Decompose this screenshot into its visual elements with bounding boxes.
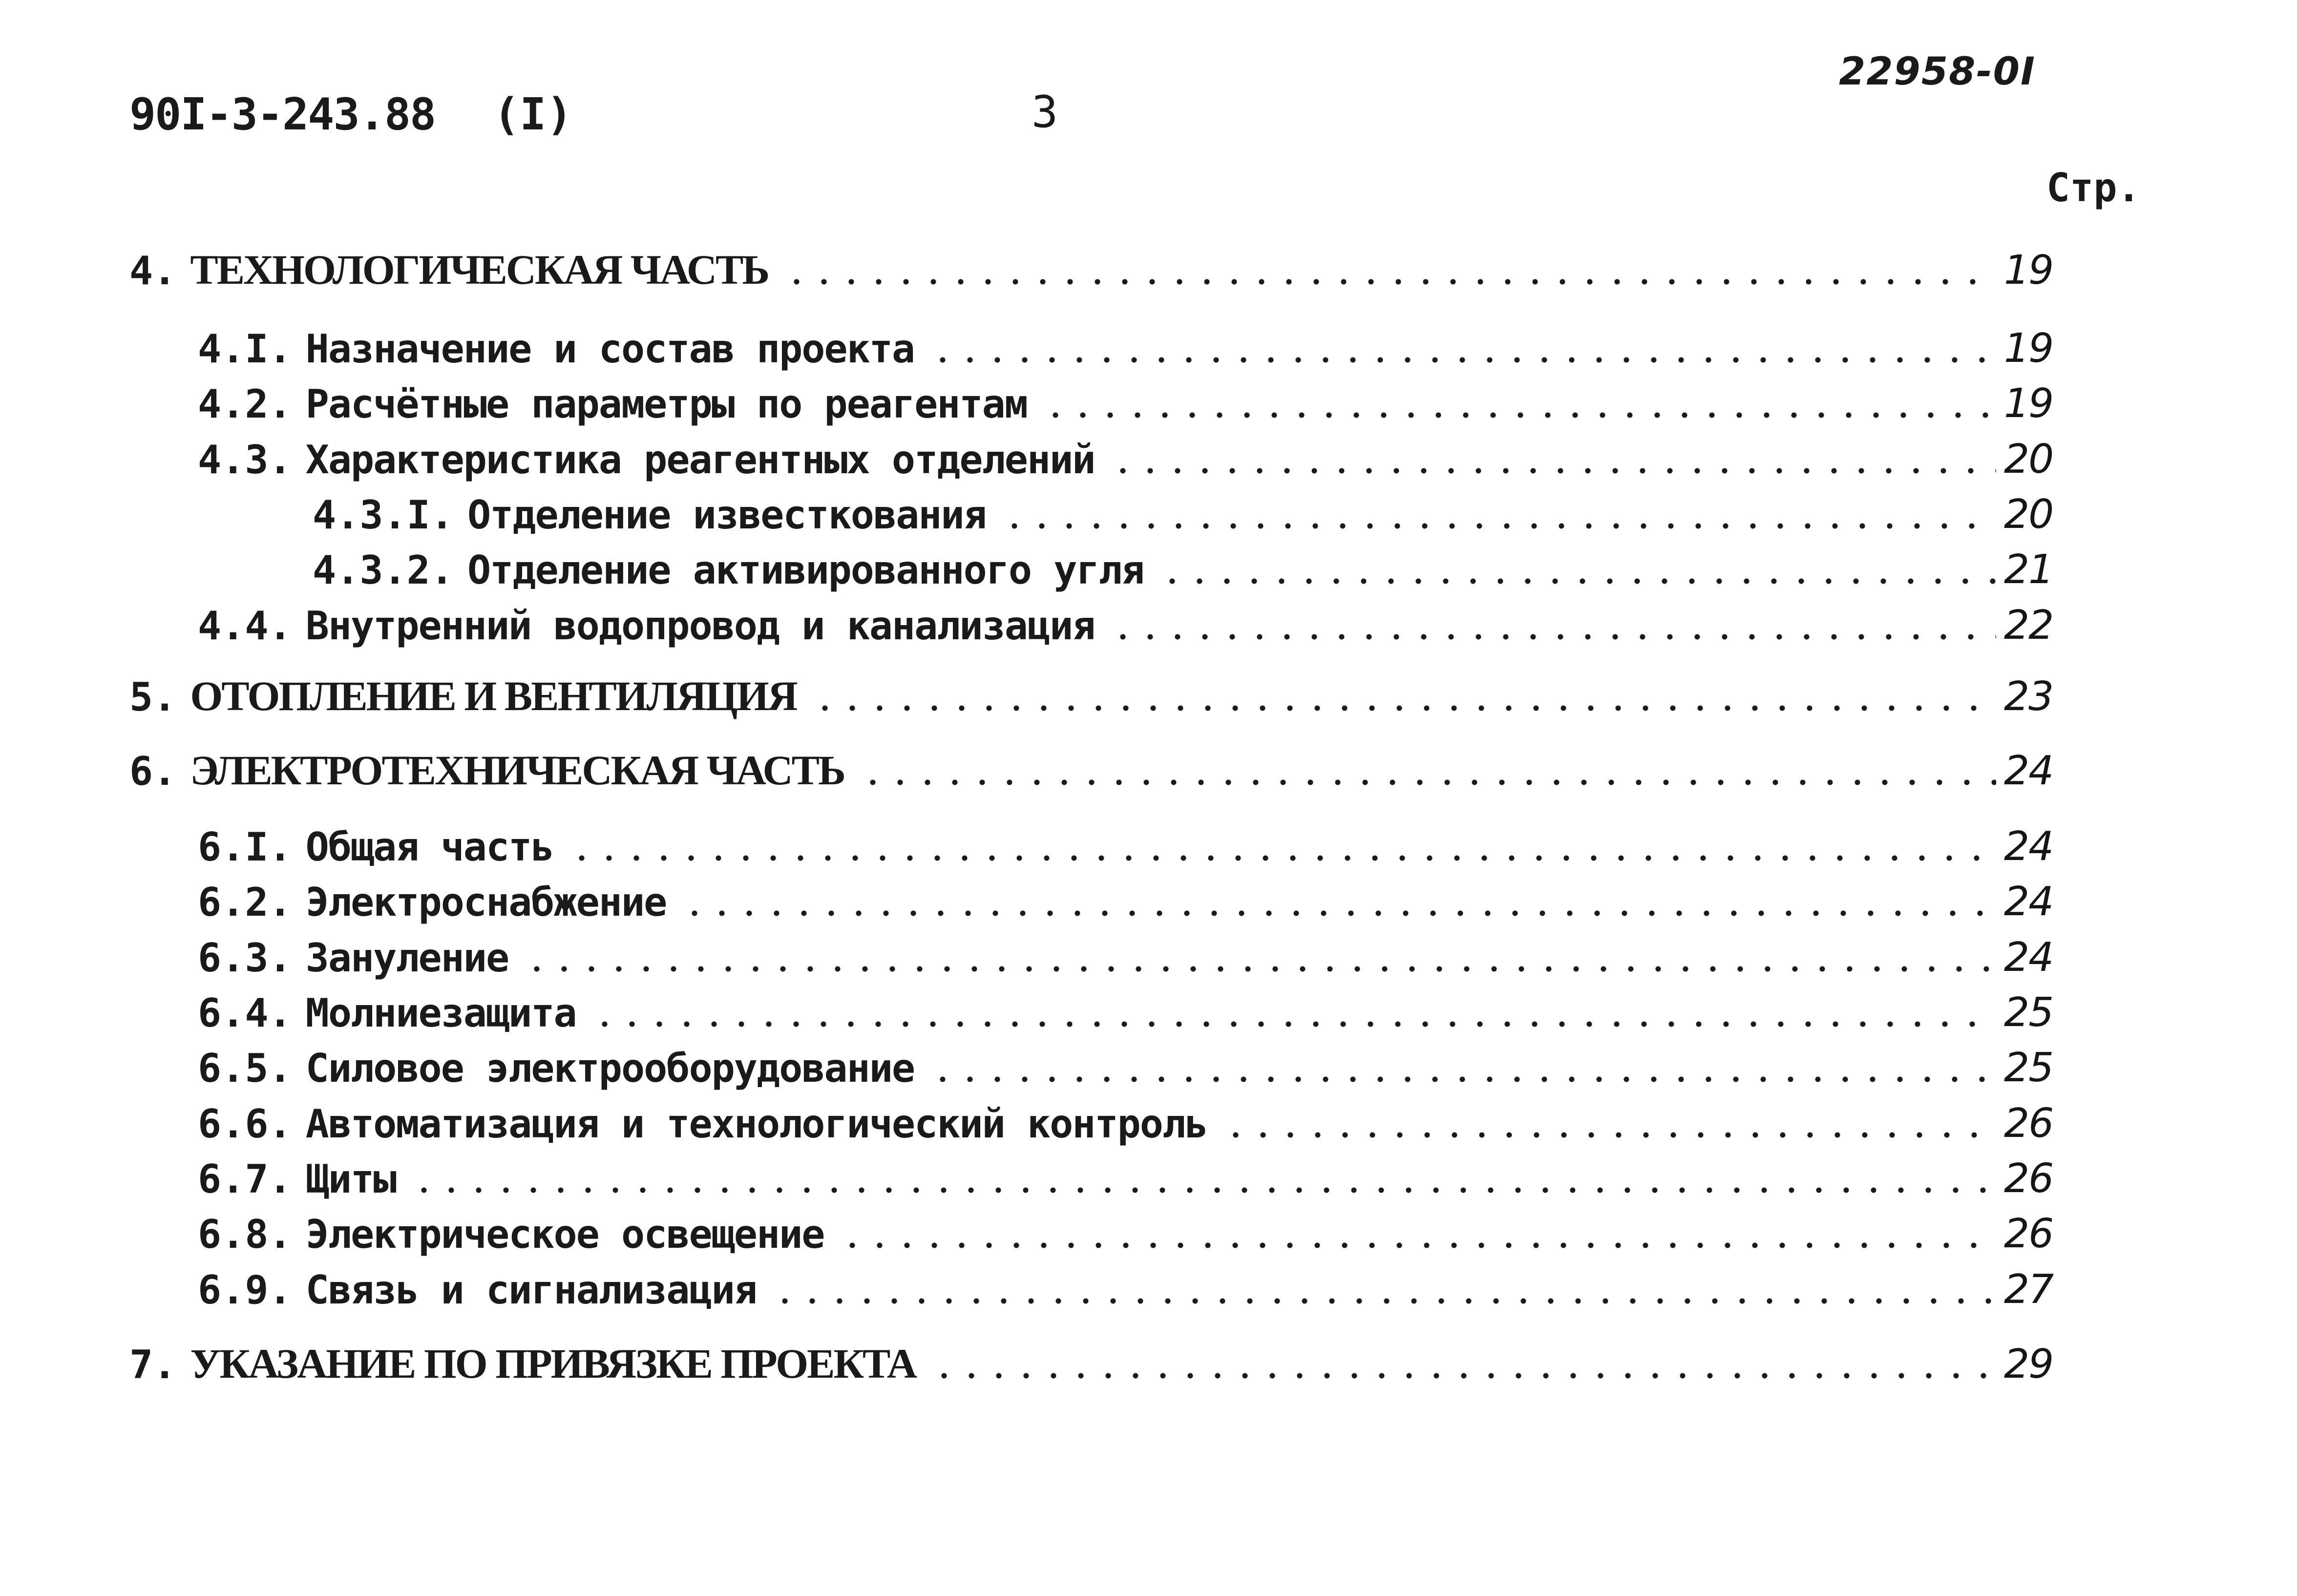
toc-number: 4.3. [198, 437, 292, 483]
toc-number: 5. [129, 674, 177, 720]
toc-title: Молниезащита [305, 990, 576, 1036]
toc-title: Общая часть [305, 824, 554, 870]
toc-entry-4-2 [198, 375, 2067, 427]
toc-page: 25 [2004, 1045, 2053, 1091]
toc-entry-4 [129, 242, 2067, 294]
dot-leader [811, 704, 1996, 712]
dot-leader [859, 778, 1996, 786]
toc-number: 6.7. [198, 1156, 292, 1202]
page-number: 3 [1032, 86, 1058, 138]
toc-page: 19 [2004, 380, 2053, 427]
toc-entry-6-5 [198, 1039, 2067, 1091]
toc-title: Щиты [305, 1156, 396, 1202]
dot-leader [523, 965, 1996, 973]
dot-leader [410, 1186, 1996, 1194]
toc-number: 4.3.I. [313, 492, 454, 538]
toc-number: 4.3.2. [313, 547, 454, 593]
dot-leader [1159, 577, 1996, 585]
toc-title: Внутренний водопровод и канализация [305, 603, 1095, 649]
toc-page: 23 [2004, 673, 2053, 720]
toc-title: Силовое электрооборудование [305, 1046, 915, 1091]
toc-page: 19 [2004, 247, 2053, 294]
dot-leader [1222, 1131, 1996, 1139]
toc-number: 4.2. [198, 381, 292, 427]
dot-leader [839, 1241, 1996, 1249]
toc-entry-6-8 [198, 1205, 2067, 1257]
dot-leader [1109, 467, 1996, 475]
toc-number: 4.4. [198, 603, 292, 649]
toc-entry-7 [129, 1336, 2067, 1385]
toc-title: Электрическое освещение [305, 1212, 824, 1257]
toc-title: Назначение и состав проекта [305, 326, 915, 372]
toc-title: Автоматизация и технологический контроль [305, 1101, 1208, 1147]
toc-page: 26 [2004, 1100, 2053, 1147]
toc-title: Расчётные параметры по реагентам [305, 381, 1027, 427]
toc-title: УКАЗАНИЕ ПО ПРИВЯЗКЕ ПРОЕКТА [190, 1340, 916, 1387]
dot-leader [681, 909, 1996, 917]
document-code: 90I-3-243.88 [129, 89, 436, 140]
toc-page: 21 [2004, 546, 2053, 593]
toc-title: ЭЛЕКТРОТЕХНИЧЕСКАЯ ЧАСТЬ [190, 747, 844, 794]
dot-leader [1001, 522, 1996, 530]
toc-page: 20 [2004, 491, 2053, 538]
dot-leader [783, 278, 1996, 286]
toc-number: 6.6. [198, 1101, 292, 1147]
document-part: (I) [493, 89, 573, 140]
toc-page: 27 [2004, 1266, 2053, 1313]
toc-title: Связь и сигнализация [305, 1267, 757, 1313]
dot-leader [591, 1020, 1996, 1028]
toc-title: Электроснабжение [305, 880, 667, 925]
dot-leader [1109, 633, 1996, 641]
toc-entry-6-2 [198, 873, 2067, 925]
toc-page: 26 [2004, 1211, 2053, 1257]
toc-number: 6.8. [198, 1212, 292, 1257]
dot-leader [771, 1297, 1996, 1305]
toc-entry-6-6 [198, 1095, 2067, 1147]
dot-leader [930, 1372, 1996, 1380]
toc-page: 20 [2004, 436, 2053, 483]
toc-page: 24 [2004, 748, 2053, 794]
toc-page: 19 [2004, 325, 2053, 372]
page-column-label: Стр. [2046, 165, 2141, 210]
toc-number: 4. [129, 248, 177, 294]
toc-number: 6.I. [198, 824, 292, 870]
archive-number: 22958-0I [1839, 50, 2036, 94]
toc-entry-4-3 [198, 431, 2067, 483]
toc-entry-5 [129, 668, 2067, 720]
toc-title: Отделение активированного угля [467, 547, 1144, 593]
dot-leader [929, 1075, 1996, 1083]
toc-page: 24 [2004, 823, 2053, 870]
toc-page: 26 [2004, 1155, 2053, 1202]
toc-number: 6.3. [198, 935, 292, 981]
toc-entry-6 [129, 742, 2067, 794]
toc-entry-6-4 [198, 984, 2067, 1036]
toc-title: ОТОПЛЕНИЕ И ВЕНТИЛЯЦИЯ [190, 672, 797, 719]
toc-entry-6-3 [198, 929, 2067, 981]
toc-number: 6.9. [198, 1267, 292, 1313]
dot-leader [929, 356, 1996, 364]
toc-entry-4-3-1 [313, 486, 2067, 538]
dot-leader [1042, 411, 1996, 419]
toc-title: Отделение известкования [467, 492, 986, 538]
toc-title: ТЕХНОЛОГИЧЕСКАЯ ЧАСТЬ [190, 246, 769, 293]
toc-number: 6. [129, 749, 177, 794]
toc-title: Характеристика реагентных отделений [305, 437, 1095, 483]
toc-title: Зануление [305, 935, 509, 981]
toc-page: 29 [2004, 1341, 2053, 1387]
toc-page: 22 [2004, 602, 2053, 649]
toc-entry-4-4 [198, 597, 2067, 649]
toc-number: 4.I. [198, 326, 292, 372]
toc-entry-4-3-2 [313, 541, 2067, 593]
toc-number: 7. [129, 1342, 177, 1387]
dot-leader [568, 854, 1996, 862]
toc-entry-4-1 [198, 320, 2067, 372]
toc-number: 6.2. [198, 880, 292, 925]
toc-page: 24 [2004, 934, 2053, 981]
toc-number: 6.5. [198, 1046, 292, 1091]
toc-entry-6-1 [198, 818, 2067, 870]
toc-entry-6-9 [198, 1261, 2067, 1313]
toc-page: 24 [2004, 879, 2053, 925]
toc-entry-6-7 [198, 1150, 2067, 1202]
toc-number: 6.4. [198, 990, 292, 1036]
toc-page: 25 [2004, 989, 2053, 1036]
